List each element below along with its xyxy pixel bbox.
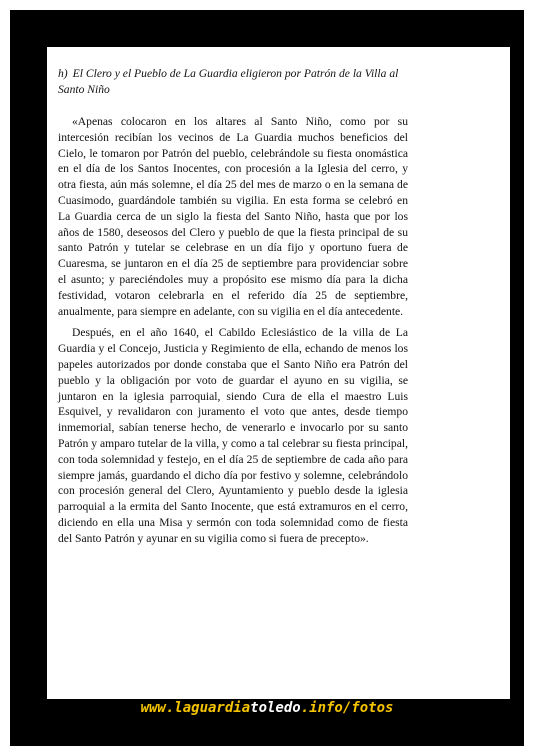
body-text (58, 114, 408, 547)
watermark-part-3: .info/fotos (300, 700, 394, 716)
watermark-part-2: toledo (250, 700, 301, 716)
site-watermark (0, 699, 534, 717)
section-marker: h) (58, 67, 68, 80)
paragraph-2: Después, en el año 1640, el Cabildo Eclesiástico de la villa de La Guardia y el Concejo, Justicia y Regimiento de ella, echando de menos los papeles autorizados por donde constaba que el Santo Niño era Patrón del pueblo y la obligación por voto de guardar el ayuno en su vigilia, se juntaron en la iglesia parroquial, siendo Cura de ella el maestro Luis Esquivel, y revalidaron con juramento el voto que antes, desde tiempo inmemorial, sabían tenerse hecho, de venerarlo e invocarlo por su santo Patrón y amparo tutelar de la villa, y como a tal celebrar su fiesta principal, con toda solemnidad y festejo, en el día 25 de septiembre de cada año para siempre jamás, guardando el dicho día por festivo y solemne, celebrándolo con procesión general del Clero, Ayuntamiento y pueblo desde la iglesia parroquial a la ermita del Santo Inocente, que está extramuros en el cerro, diciendo en ella una Misa y sermón con toda solemnidad como de fiesta del Santo Patrón y ayunar en su vigilia como si fuera de precepto». (58, 326, 408, 545)
watermark-part-1: www.laguardia (140, 700, 251, 716)
paragraph-1: «Apenas colocaron en los altares al Santo Niño, como por su intercesión recibían los vecinos de La Guardia muchos beneficios del Cielo, le tomaron por Patrón del pueblo, celebrándole su fiesta onomástica en el día de los Santos Inocentes, con procesión a la Iglesia del cerro, y otra fiesta, aún más solemne, el día 25 del mes de marzo o en la semana de Cuasimodo, guardándole también su vigilia. En esta forma se celebró en La Guardia cerca de un siglo la fiesta del Santo Niño, hasta que por los años de 1580, deseosos del Clero y pueblo de que la fiesta principal de su santo Patrón y tutelar se celebrase en un día fijo y oportuno fuera de Cuaresma, se juntaron en el día 25 de septiembre para providenciar sobre el asunto; y pareciéndoles muy a propósito ese mismo día para la dicha festividad, votaron celebrarla en el referido día 25 de septiembre, anualmente, para siempre en adelante, con su vigilia en el día antecedente. (58, 115, 408, 318)
section-title: El Clero y el Pueblo de La Guardia eligieron por Patrón de la Villa al Santo Niño (58, 67, 399, 96)
section-heading (58, 66, 408, 97)
